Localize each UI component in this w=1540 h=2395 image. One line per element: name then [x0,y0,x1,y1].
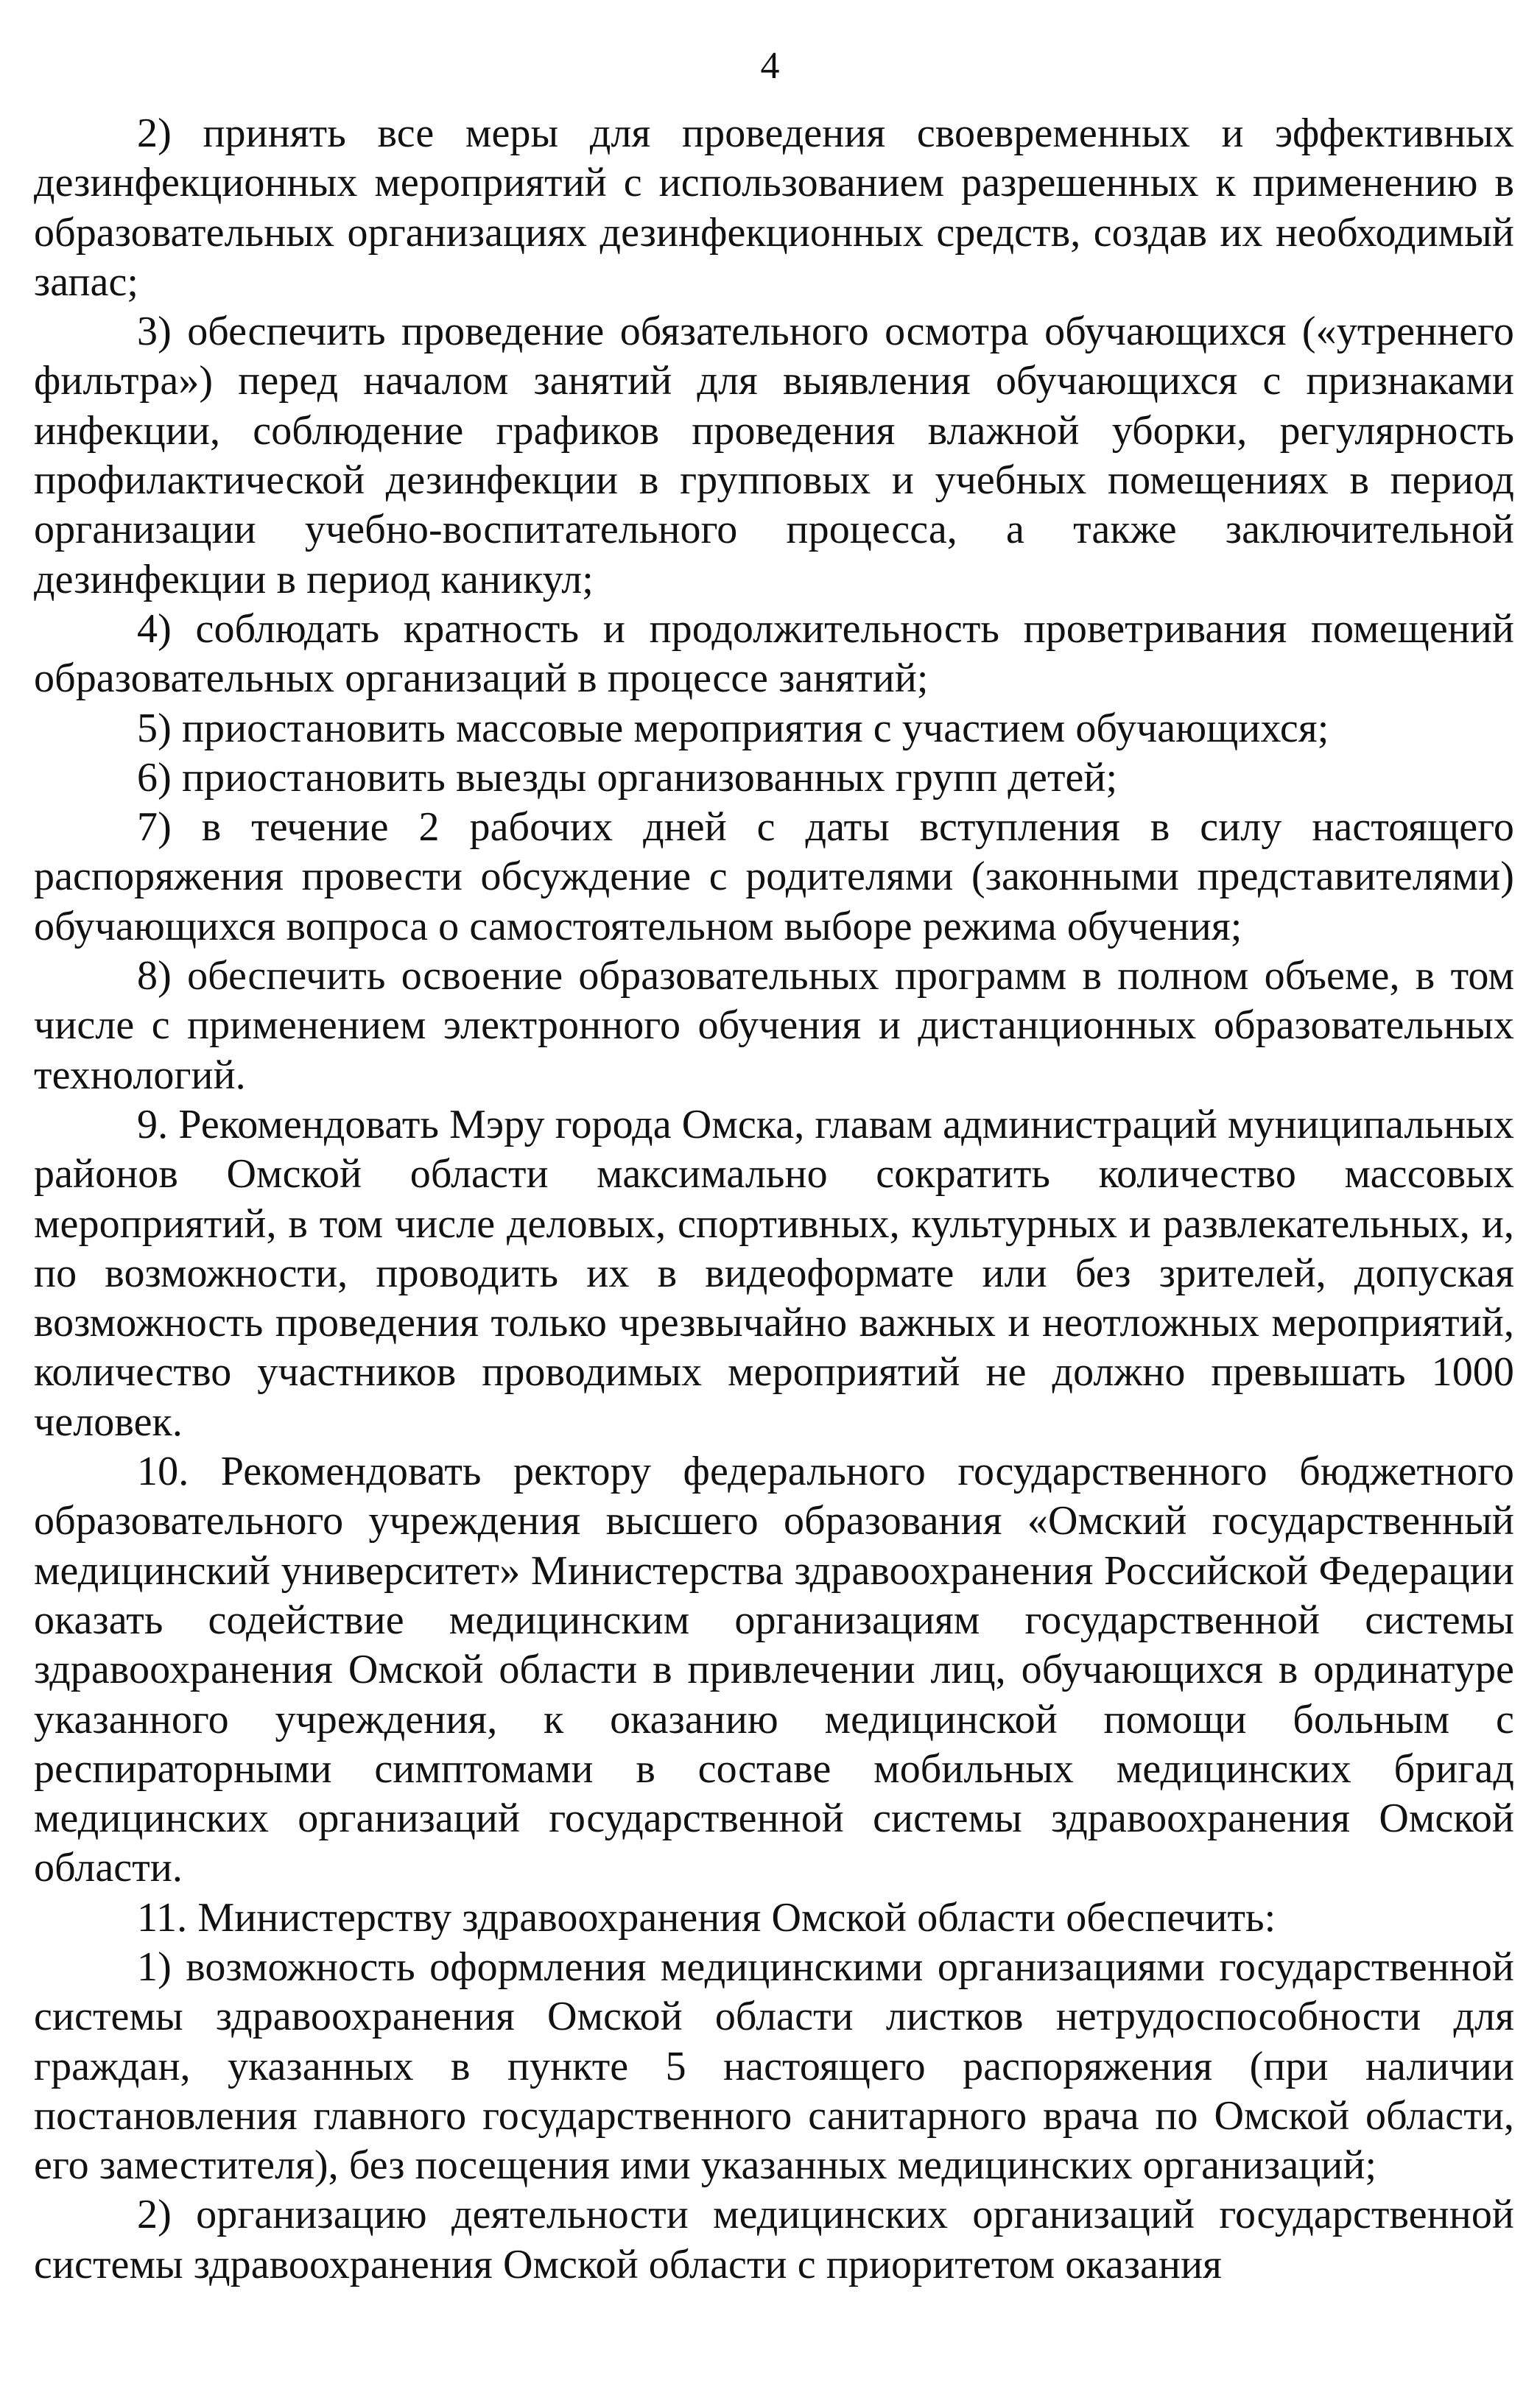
paragraph-item-6: 6) приостановить выезды организованных групп детей; [137,754,1118,801]
document-body [34,109,1514,2290]
page-number: 4 [760,45,780,87]
paragraph-section-9: 9. Рекомендовать Мэру города Омска, главам администраций муниципальных районов Омской области максимально сократить количество массовых мероприятий, в том числе деловых, спортивных, культурных и развлекательных, и, по возможности, проводить их в видеоформате или без зрителей, допуская возможность проведения только чрезвычайно важных и неотложных мероприятий, количество участников проводимых мероприятий не должно превышать 1000 человек. [34,1101,1514,1445]
paragraph-section-11: 11. Министерству здравоохранения Омской области обеспечить: [137,1894,1276,1941]
paragraph-item-5: 5) приостановить массовые мероприятия с участием обучающихся; [137,705,1329,751]
paragraph-section-10: 10. Рекомендовать ректору федерального государственного бюджетного образовательного учреждения высшего образования «Омский государственный медицинский университет» Министерства здравоохранения Российской Федерации оказать содействие медицинским организациям государственной системы здравоохранения Омской области в привлечении лиц, обучающихся в ординатуре указанного учреждения, к оказанию медицинской помощи больным с респираторными симптомами в составе мобильных медицинских бригад медицинских организаций государственной системы здравоохранения Омской области. [34,1449,1514,1891]
paragraph-item-3: 3) обеспечить проведение обязательного осмотра обучающихся («утреннего фильтра») перед началом занятий для выявления обучающихся с признаками инфекции, соблюдение графиков проведения влажной уборки, регулярность профилактической дезинфекции в групповых и учебных помещениях в период организации учебно-воспитательного процесса, а также заключительной дезинфекции в период каникул; [34,309,1514,602]
paragraph-section-11-item-1: 1) возможность оформления медицинскими организациями государственной системы здравоохранения Омской области листков нетрудоспособности для граждан, указанных в пункте 5 настоящего распоряжения (при наличии постановления главного государственного санитарного врача по Омской области, его заместителя), без посещения ими указанных медицинских организаций; [34,1944,1514,2189]
paragraph-item-2: 2) принять все меры для проведения своевременных и эффективных дезинфекционных мероприятий с использованием разрешенных к применению в образовательных организациях дезинфекционных средств, создав их необходимый запас; [34,110,1514,305]
paragraph-section-11-item-2: 2) организацию деятельности медицинских организаций государственной системы здравоохранения Омской области с приоритетом оказания [34,2192,1514,2287]
paragraph-item-7: 7) в течение 2 рабочих дней с даты вступления в силу настоящего распоряжения провести обсуждение с родителями (законными представителями) обучающихся вопроса о самостоятельном выборе режима обучения; [34,804,1514,949]
paragraph-item-8: 8) обеспечить освоение образовательных программ в полном объеме, в том числе с применением электронного обучения и дистанционных образовательных технологий. [34,953,1514,1098]
paragraph-item-4: 4) соблюдать кратность и продолжительность проветривания помещений образовательных организаций в процессе занятий; [34,605,1514,702]
